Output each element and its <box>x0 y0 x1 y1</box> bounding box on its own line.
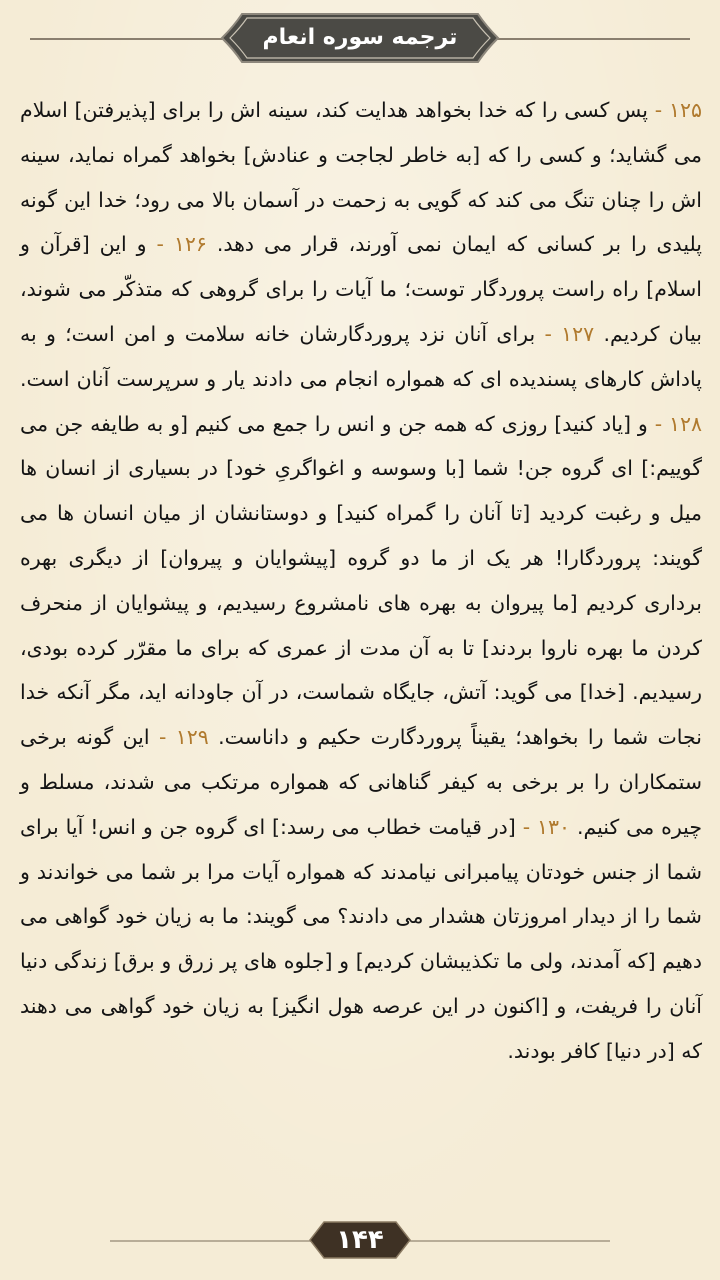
page-number: ۱۴۴ <box>336 1225 384 1255</box>
verse-number: ۱۲۷ - <box>544 321 595 346</box>
header-badge <box>220 12 500 64</box>
verse-number: ۱۳۰ - <box>522 814 571 839</box>
verse-number: ۱۲۵ - <box>654 98 702 122</box>
verse-text: و این [قرآن و اسلام] راه راست پروردگار توست؛ ما آیات را برای گروهی که متذکّر می شوند، بیان کردیم. <box>20 232 703 346</box>
verse-paragraph <box>20 88 702 1074</box>
verse-number: ۱۲۸ - <box>654 411 702 436</box>
verse-text: و [یاد کنید] روزی که همه جن و انس را جمع می کنیم [و به طایفه جن می گوییم:] ای گروه جن! شما [با وسوسه و اغواگریِ خود] در بسیاری از انسان ها میل و رغبت کردید [تا آنان را گمراه کنید] و دوستانشان از میان انسان ها می گویند: پروردگارا! هر یک از ما دو گروه [پیشوایان و پیروان] از دیگری بهره برداری کردیم [ما پیروان به بهره های نامشروع رسیدیم، و پیشوایان از منحرف کردن ما بهره ناروا بردند] تا به آن مدت از عمری که برای ما مقرّر کرده بودی، رسیدیم. [خدا] می گوید: آتش، جایگاه شماست، در آن جاودانه اید، مگر آنکه خدا نجات شما را بخواهد؛ یقیناً پروردگارت حکیم و داناست. <box>20 411 702 750</box>
translation-text <box>20 88 702 1074</box>
verse-text: این گونه برخی ستمکاران را بر برخی به کیفر گناهانی که همواره مرتکب می شدند، مسلط و چیره می کنیم. <box>20 725 702 839</box>
verse-number: ۱۲۹ - <box>158 725 209 750</box>
verse-text: پس کسی را که خدا بخواهد هدایت کند، سینه اش را برای [پذیرفتن] اسلام می گشاید؛ و کسی را که [به خاطر لجاجت و عنادش] بخواهد گمراه نماید، سینه اش را چنان تنگ می کند که گویی به زحمت در آسمان بالا می رود؛ خدا این گونه پلیدی را بر کسانی که ایمان نمی آورند، قرار می دهد. <box>20 98 702 257</box>
verse-text: برای آنان نزد پروردگارشان خانه سلامت و امن است؛ و به پاداش کارهای پسندیده ای که همواره انجام می دادند یار و سرپرست آنان است. <box>20 321 702 391</box>
verse-number: ۱۲۶ - <box>156 232 207 257</box>
verse-text: [در قیامت خطاب می رسد:] ای گروه جن و انس! آیا برای شما از جنس خودتان پیامبرانی نیامدند که همواره آیات مرا بر شما می خواندند و شما را از دیدار امروزتان هشدار می دادند؟ می گویند: ما به زیان خود گواهی می دهیم [که آمدند، ولی ما تکذیبشان کردیم] و [جلوه های پر زرق و برق] زندگی دنیا آنان را فریفت، و [اکنون در این عرصه هول انگیز] به زیان خود گواهی می دهند که [در دنیا] کافر بودند. <box>20 814 702 1063</box>
page-number-badge <box>308 1220 412 1260</box>
page-title: ترجمه سوره انعام <box>262 25 458 50</box>
